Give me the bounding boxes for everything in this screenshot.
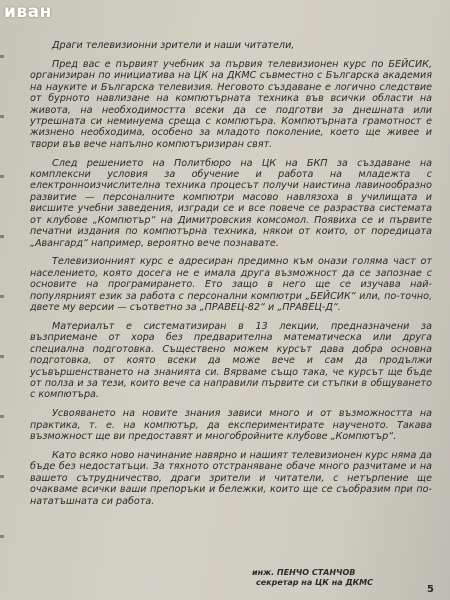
signature-title: секретар на ЦК на ДКМС (256, 578, 373, 587)
spine-shadow (0, 55, 4, 575)
paragraph-6: Като всяко ново начинание навярно и нашият телевизионен курс няма да бъде без недостатъци. За тяхното отстраняване обаче много разчитаме и на вашето сътрудничество, драги зрители и читатели, с нетърпение ще очакваме всички ваши препоръки и бележки, които ще се съобразим при по-нататъшната си работа. (30, 450, 432, 507)
paragraph-1: Пред вас е първият учебник за първия телевизионен курс по БЕЙСИК, организиран по инициатива на ЦК на ДКМС съвместно с Българска академия на науките и Българска телевизия. Неговото създаване е логично следствие от бурното навлизане на компютърната техника във всички области на живота, на необходимостта всеки да се подготви за днешната или утрешната си неминуема среща с компютъра. Компютърната грамотност е жизнено необходима, особено за младото поколение, което ще живее и твори във вече напълно компютъризиран свят. (30, 58, 432, 150)
page-number: 5 (427, 584, 434, 595)
paragraph-5: Усвояването на новите знания зависи много и от възможността на практика, т. е. на компютър, да експериментирате наученото. Такава възможност ще ви предоставят и многобройните клубове „Компютър“. (30, 408, 432, 443)
watermark-label: иван (4, 2, 52, 22)
paragraph-4: Материалът е систематизиран в 13 лекции, предназначени за възприемане от хора без предварителна математическа или друга специална подготовка. Съществено можем курсът дава добра основна подготовка, от която всеки да може вече и сам да продължи усъвършенстването на знанията си. Вярваме също така, че курсът ще бъде от полза и за тези, които вече са направили първите си стъпки в общуването с компютъра. (30, 320, 432, 401)
paragraph-3: Телевизионният курс е адресиран предимно към онази голяма част от населението, която досега не е имала друга възможност да се запознае с основите на програмирането. Ето защо в него ще се изучава най-популярният език за работа с персонални компютри „БЕЙСИК“ или, по-точно, двете му версии — съответно за „ПРАВЕЦ-82“ и „ПРАВЕЦ-Д“. (30, 256, 432, 314)
signature-block (252, 568, 373, 588)
paragraph-2: След решението на Политбюро на ЦК на БКП за създаване на комплексни условия за обучение и работа на младежта с електронноизчислителна техника процесът получи наистина лавинообразно развитие — персоналните компютри масово навлязоха в училищата и висшите учебни заведения, изгради се и все повече се разраства системата от клубове „Компютър“ на Димитровския комсомол. Появиха се и първите печатни издания по компютърна техника, някои от които, от поредицата „Авангард“ например, вероятно вече познавате. (30, 157, 432, 249)
signature-name: инж. ПЕНЧО СТАНЧОВ (252, 568, 356, 577)
greeting: Драги телевизионни зрители и наши читатели, (52, 40, 295, 51)
foreword-text (30, 40, 432, 515)
